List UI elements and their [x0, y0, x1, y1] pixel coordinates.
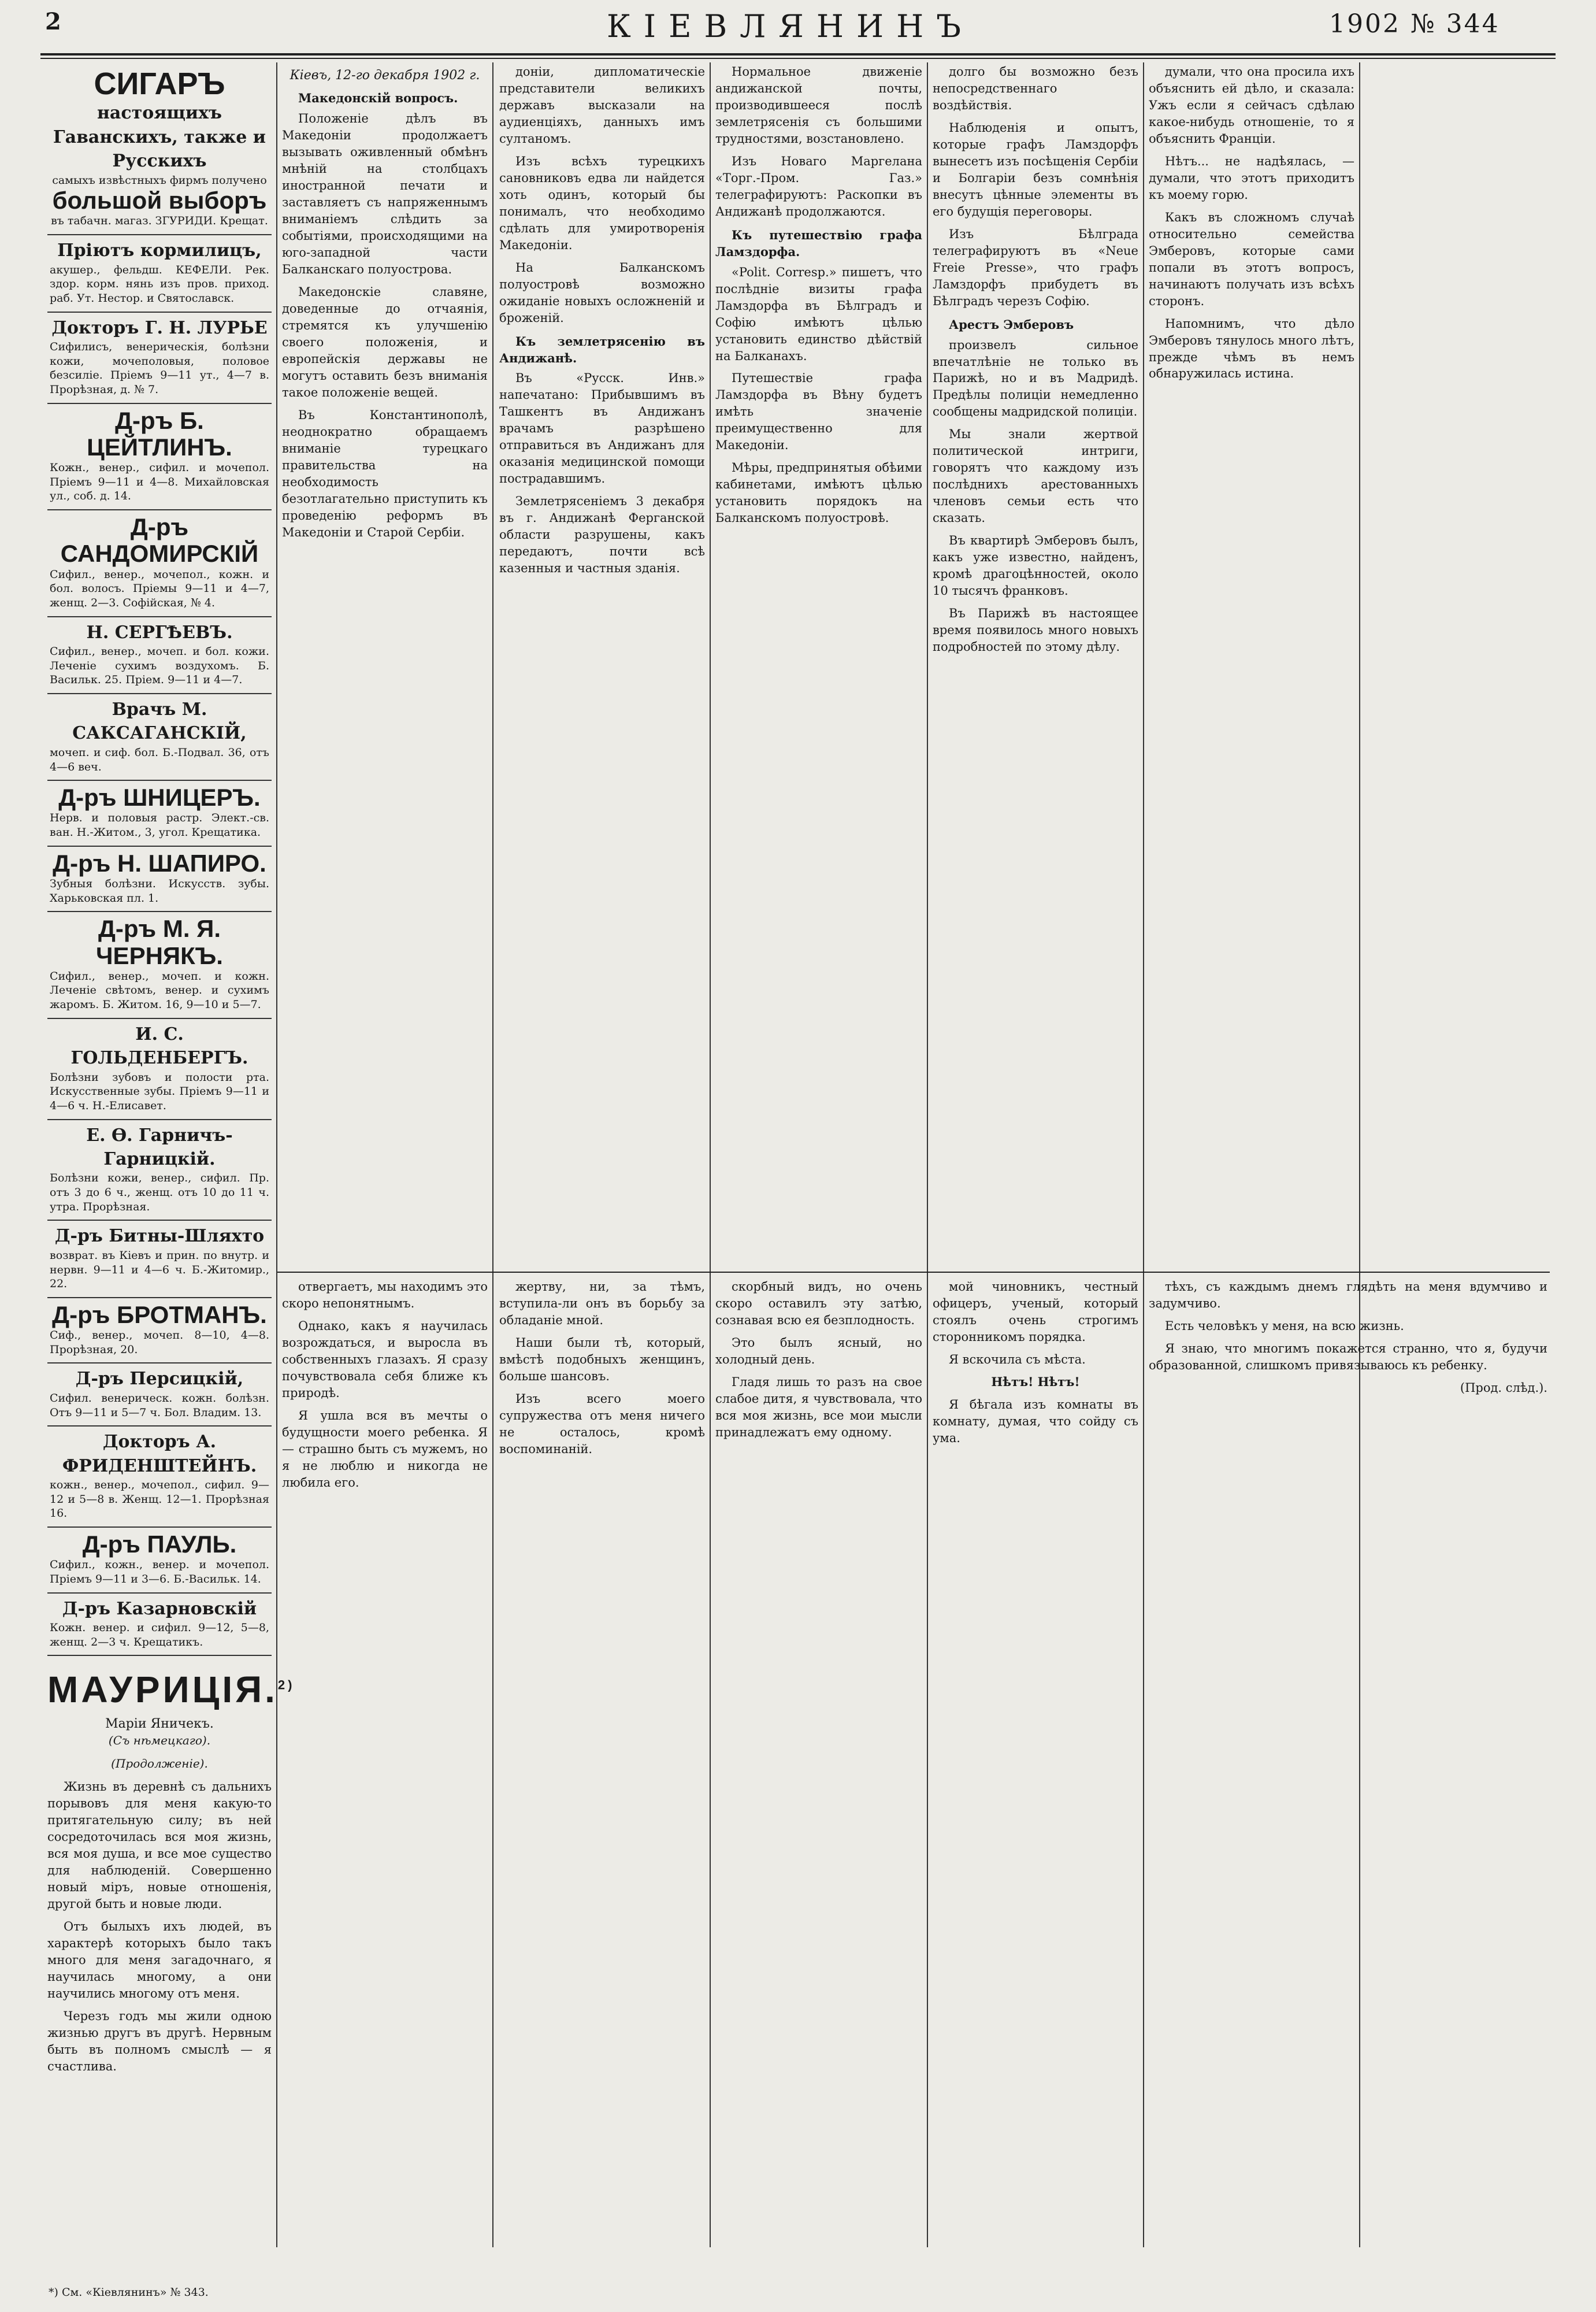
- paragraph: жертву, ни, за тѣмъ, вступила-ли онъ въ борьбу за обладаніе мной.: [499, 1280, 705, 1327]
- cigar-ad-title: СИГАРЪ: [94, 66, 225, 101]
- paragraph: Нормальное движеніе андижанской почты, производившееся послѣ землетрясенія съ большими трудностями, возстановлено.: [715, 65, 922, 146]
- doctor-ad: [47, 1298, 272, 1364]
- doctor-ad: [47, 912, 272, 1018]
- paragraph: думали, что она просила ихъ объяснить ей дѣло, и сказала: Ужъ если я сейчасъ сдѣлаю какое-нибудь отношеніе, то я объяснить Франціи.: [1149, 65, 1354, 146]
- paragraph: Положеніе дѣлъ въ Македоніи продолжаетъ вызывать оживленный обмѣнъ мнѣній на столбцахъ иностранной печати и заставляетъ съ напряженнымъ вниманіемъ слѣдить за событіями, происходящими на юго-западной части Балканскаго полуострова.: [282, 112, 488, 277]
- ad-title: Д-ръ Б. ЦЕЙТЛИНЪ.: [87, 406, 232, 461]
- cigar-ad-address: въ табачн. магаз. ЗГУРИДИ. Крещат.: [51, 214, 268, 228]
- article-column: [1365, 64, 1550, 1266]
- feuilleton-title-text: МАУРИЦІЯ.: [47, 1669, 278, 1711]
- ad-text: Зубныя болѣзни. Искусств. зубы. Харьковская пл. 1.: [50, 877, 269, 905]
- feuilleton-column: [933, 1279, 1138, 2273]
- column-divider: [710, 62, 711, 2247]
- article-column: [282, 64, 488, 1266]
- paragraph: Какъ въ сложномъ случаѣ относительно семейства Эмберовъ, которые сами попали въ этотъ вопросъ, начинаютъ получать изъ всѣхъ сторонъ.: [1149, 210, 1354, 308]
- doctor-ad: [47, 510, 272, 617]
- paragraph: Однако, какъ я научилась возрождаться, и выросла въ собственныхъ глазахъ. Я сразу почувствовала себя ближе къ природѣ.: [282, 1318, 488, 1400]
- paragraph: отвергаетъ, мы находимъ это скоро непонятнымъ.: [282, 1280, 488, 1310]
- feuilleton-divider: [277, 1272, 1550, 1273]
- doctor-ad: [47, 1120, 272, 1221]
- paragraph: Есть человѣкъ у меня, на всю жизнь.: [1165, 1318, 1404, 1333]
- ad-title: Д-ръ ПАУЛЬ.: [82, 1531, 237, 1558]
- doctor-ad: [47, 1019, 272, 1120]
- feuilleton-continuation: (Продолженіе).: [111, 1756, 208, 1770]
- ad-text: Сифилисъ, венерическія, болѣзни кожи, мочеполовыя, половое безсиліе. Пріемъ 9—11 ут., 4—7 в. Прорѣзная, д. № 7.: [50, 340, 269, 397]
- paragraph: Наблюденія и опытъ, которые графъ Ламздорфъ вынесетъ изъ посѣщенія Сербіи и Болгаріи безъ сомнѣнія внесутъ цѣнные элементы въ его будущія переговоры.: [933, 120, 1138, 218]
- column-divider: [1143, 62, 1144, 2247]
- paragraph: Землетрясеніемъ 3 декабря въ г. Андижанѣ Ферганской области разрушены, какъ передаютъ, почти всѣ казенныя и частныя зданія.: [499, 494, 705, 576]
- doctor-ad: [47, 694, 272, 781]
- masthead: [0, 0, 1596, 58]
- ad-text: Нерв. и половыя растр. Элект.-св. ван. Н.-Житом., 3, угол. Крещатика.: [50, 812, 269, 839]
- ad-text: Болѣзни зубовъ и полости рта. Искусственные зубы. Пріемъ 9—11 и 4—6 ч. Н.-Елисавет.: [50, 1070, 269, 1112]
- paragraph: Въ Парижѣ въ настоящее время появилось много новыхъ подробностей по этому дѣлу.: [933, 606, 1138, 654]
- ad-text: возврат. въ Кіевъ и прин. по внутр. и нервн. 9—11 и 4—6 ч. Б.-Житомир., 22.: [50, 1248, 269, 1291]
- cigar-ad-line: самыхъ извѣстныхъ фирмъ получено: [52, 173, 267, 187]
- article-column: [715, 64, 922, 1266]
- doctor-ad: [47, 1221, 272, 1298]
- paragraph: Это былъ ясный, но холодный день.: [715, 1335, 922, 1366]
- paragraph: произвелъ сильное впечатлѣніе не только въ Парижѣ, но и въ Мадридѣ. Предѣлы полиціи немедленно сообщены мадридской полиціи.: [933, 338, 1138, 419]
- masthead-rule-thin: [40, 58, 1556, 59]
- feuilleton-column: [1149, 1279, 1547, 2273]
- paragraph: Гладя лишь то разъ на свое слабое дитя, я чувствовала, что вся моя жизнь, все мои мысли принадлежатъ ему одному.: [715, 1374, 922, 1439]
- paragraph: Въ Константинополѣ, неоднократно обращаемъ вниманіе турецкаго правительства на необходимость безотлагательно приступить къ проведенію реформъ въ Македоніи и Старой Сербіи.: [282, 407, 488, 539]
- doctor-ad: [47, 847, 272, 913]
- article-heading: Къ путешествію графа Ламздорфа.: [715, 227, 922, 259]
- newspaper-title: КІЕВЛЯНИНЪ: [607, 8, 974, 45]
- article-column: [499, 64, 705, 1266]
- cigar-ad: [47, 64, 272, 235]
- ad-text: Кожн. венер. и сифил. 9—12, 5—8, женщ. 2—3 ч. Крещатикъ.: [50, 1621, 269, 1648]
- doctor-ad: [47, 404, 272, 510]
- paragraph: скорбный видъ, но очень скоро оставилъ эту затѣю, сознавая всю ея безплодность.: [715, 1280, 922, 1327]
- paragraph: Въ «Русск. Инв.» напечатано: Прибывшимъ въ Ташкентъ въ Андижанъ врачамъ разрѣшено отправиться въ Андижанъ для оказанія медицинской помощи пострадавшимъ.: [499, 371, 705, 486]
- ad-text: Сифил., венер., мочеп. и бол. кожи. Леченіе сухимъ воздухомъ. Б. Васильк. 25. Пріем. 9—11 и 4—7.: [50, 644, 269, 687]
- ad-text: мочеп. и сиф. бол. Б.-Подвал. 36, отъ 4—6 веч.: [50, 746, 269, 773]
- paragraph: Я знаю, что многимъ покажется странно, что я, будучи образованной, слишкомъ привязываюсь къ ребенку.: [1149, 1341, 1547, 1372]
- paragraph: Македонскіе славяне, доведенные до отчаянія, стремятся къ улучшенію своего положенія, и европейскія державы не могутъ оставить безъ вниманія такое положеніе вещей.: [282, 285, 488, 399]
- paragraph: Я вскочила съ мѣста.: [949, 1352, 1086, 1366]
- masthead-rule: [40, 53, 1556, 55]
- nursing-ad: [47, 235, 272, 312]
- page-number: 2: [45, 8, 61, 35]
- ad-title: Д-ръ ШНИЦЕРЪ.: [58, 784, 261, 812]
- paragraph: Напомнимъ, что дѣло Эмберовъ тянулось много лѣтъ, прежде чѣмъ въ немъ обнаружилась истина.: [1149, 316, 1354, 381]
- paragraph: Мы знали жертвой политической интриги, говорятъ что каждому изъ послѣднихъ арестованныхъ членовъ семьи есть что сказать.: [933, 427, 1138, 525]
- ad-text: Сифил., венер., мочепол., кожн. и бол. волосъ. Пріемы 9—11 и 4—7, женщ. 2—3. Софійская, № 4.: [50, 568, 269, 609]
- doctor-ad: [47, 1528, 272, 1594]
- paragraph: мой чиновникъ, честный офицеръ, ученый, который стоялъ очень строгимъ сторонникомъ порядка.: [933, 1280, 1138, 1344]
- ad-text: Сифил., венер., мочеп. и кожн. Леченіе свѣтомъ, венер. и сухимъ жаромъ. Б. Житом. 16, 9—10 и 5—7.: [50, 969, 269, 1011]
- column-divider: [492, 62, 493, 2247]
- ad-text: Сиф., венер., мочеп. 8—10, 4—8. Прорѣзная, 20.: [50, 1329, 269, 1356]
- cigar-ad-highlight: большой выборъ: [52, 187, 267, 214]
- ad-text: кожн., венер., мочепол., сифил. 9—12 и 5—8 в. Женщ. 12—1. Прорѣзная 16.: [50, 1479, 269, 1520]
- to-be-continued: (Прод. слѣд.).: [1460, 1380, 1547, 1395]
- ad-title: Пріютъ кормилицъ,: [57, 240, 262, 261]
- ad-title: Д-ръ М. Я. ЧЕРНЯКЪ.: [96, 915, 223, 969]
- doctor-ad: [47, 313, 272, 404]
- doctor-ad: [47, 781, 272, 847]
- feuilleton-column: [715, 1279, 922, 2273]
- footnote-mark: 2): [277, 1678, 295, 1693]
- column-divider: [276, 62, 277, 2247]
- issue-number: 1902 № 344: [1329, 9, 1500, 39]
- advertisements-column: [47, 64, 295, 2277]
- paragraph: Я ушла вся въ мечты о будущности моего ребенка. Я — страшно быть съ мужемъ, но я не люблю и никогда не любила его.: [282, 1408, 488, 1490]
- dateline: Кіевъ, 12-го декабря 1902 г.: [289, 68, 480, 83]
- paragraph: «Polit. Corresp.» пишетъ, что послѣдніе визиты графа Ламздорфа въ Бѣлградъ и Софію имѣютъ цѣлью установить единство дѣйствій на Балканахъ.: [715, 265, 922, 363]
- article-column: [933, 64, 1138, 1266]
- ad-title: Д-ръ Казарновскій: [62, 1598, 257, 1619]
- doctor-ad: [47, 1594, 272, 1657]
- ad-title: Д-ръ САНДОМИРСКІЙ: [60, 513, 259, 568]
- doctor-ad: [47, 1427, 272, 1528]
- article-heading: Арестъ Эмберовъ: [949, 317, 1074, 332]
- doctor-ad: [47, 1364, 272, 1427]
- paragraph: Нѣтъ! Нѣтъ!: [991, 1374, 1080, 1389]
- column-divider: [927, 62, 928, 2247]
- paragraph: долго бы возможно безъ непосредственнаго воздѣйствія.: [933, 65, 1138, 112]
- ad-text: акушер., фельдш. КЕФЕЛИ. Рек. здор. корм. нянь изъ пров. приход. раб. Ут. Нестор. и Святославск.: [50, 263, 269, 305]
- doctor-ad: [47, 617, 272, 694]
- paragraph: Нѣтъ... не надѣялась, — думали, что этотъ приходитъ къ моему горю.: [1149, 154, 1354, 202]
- article-column: [1149, 64, 1354, 1266]
- ad-title: Д-ръ БРОТМАНЪ.: [52, 1300, 267, 1328]
- feuilleton-column: [282, 1279, 488, 2273]
- paragraph: Отъ былыхъ ихъ людей, въ характерѣ которыхъ было такъ много для меня загадочнаго, я научилась многому, а они научились многому отъ меня.: [47, 1920, 272, 2000]
- paragraph: На Балканскомъ полуостровѣ возможно ожиданіе новыхъ осложненій и броженій.: [499, 260, 705, 325]
- ad-title: Докторъ А. ФРИДЕНШТЕЙНЪ.: [62, 1432, 257, 1476]
- ad-title: Н. СЕРГѢЕВЪ.: [86, 622, 233, 643]
- paragraph: Изъ всѣхъ турецкихъ сановниковъ едва ли найдется хоть одинъ, который бы понималъ, что необходимо сдѣлать для умиротворенія Македоніи.: [499, 154, 705, 252]
- ad-text: Сифил. венерическ. кожн. болѣзн. Отъ 9—11 и 5—7 ч. Бол. Владим. 13.: [50, 1391, 269, 1419]
- ad-title: Врачъ М. САКСАГАНСКІЙ,: [72, 699, 247, 744]
- feuilleton-author: Маріи Яничекъ.: [105, 1716, 214, 1731]
- feuilleton-column: [499, 1279, 705, 2273]
- paragraph: тѣхъ, съ каждымъ днемъ глядѣть на меня вдумчиво и задумчиво.: [1149, 1280, 1547, 1310]
- feuilleton-translation: (Съ нѣмецкаго).: [108, 1733, 211, 1748]
- footnote: *) См. «Кіевлянинъ» № 343.: [49, 2286, 209, 2299]
- cigar-ad-subtitle: настоящихъ Гаванскихъ, также и Русскихъ: [53, 103, 266, 172]
- ad-text: Болѣзни кожи, венер., сифил. Пр. отъ 3 до 6 ч., женщ. отъ 10 до 11 ч. утра. Прорѣзная.: [50, 1172, 269, 1213]
- ad-text: Сифил., кожн., венер. и мочепол. Пріемъ 9—11 и 3—6. Б.-Васильк. 14.: [50, 1558, 269, 1585]
- ad-title: Д-ръ Н. ШАПИРО.: [53, 849, 266, 877]
- ad-text: Кожн., венер., сифил. и мочепол. Пріемъ 9—11 и 4—8. Михайловская ул., соб. д. 14.: [50, 461, 269, 503]
- ad-title: Докторъ Г. Н. ЛУРЬЕ: [51, 317, 268, 338]
- paragraph: Черезъ годъ мы жили одною жизнью другъ въ другѣ. Нервным быть въ полномъ смыслѣ — я счастлива.: [47, 2009, 272, 2073]
- paragraph: Изъ Бѣлграда телеграфируютъ въ «Neue Freie Presse», что графъ Ламздорфъ прибудетъ въ Бѣлградъ черезъ Софію.: [933, 227, 1138, 308]
- ad-title: Е. Ѳ. Гарничъ-Гарницкій.: [86, 1125, 233, 1169]
- article-heading: Къ землетрясенію въ Андижанѣ.: [499, 334, 705, 365]
- paragraph: доніи, дипломатическіе представители великихъ державъ высказали на аудиенціяхъ, данныхъ имъ султаномъ.: [499, 65, 705, 146]
- paragraph: Жизнь въ деревнѣ съ дальнихъ порывовъ для меня какую-то притягательную силу; въ ней сосредоточилась вся моя жизнь, вся моя душа, и все мое существо для наблюденій. Совершенно новый міръ, новые отношенія, другой быть и новые люди.: [47, 1780, 272, 1911]
- article-heading: Македонскій вопросъ.: [298, 91, 458, 106]
- paragraph: Изъ всего моего супружества отъ меня ничего не осталось, кромѣ воспоминаній.: [499, 1391, 705, 1456]
- paragraph: Наши были тѣ, который, вмѣстѣ подобныхъ женщинъ, больше шансовъ.: [499, 1335, 705, 1383]
- ad-title: И. С. ГОЛЬДЕНБЕРГЪ.: [70, 1024, 248, 1069]
- feuilleton-title: [47, 1664, 295, 1715]
- ad-title: Д-ръ Персицкій,: [75, 1369, 244, 1390]
- paragraph: Я бѣгала изъ комнаты въ комнату, думая, что сойду съ ума.: [933, 1397, 1138, 1445]
- ad-title: Д-ръ Битны-Шляхто: [54, 1226, 265, 1247]
- paragraph: Путешествіе графа Ламздорфа въ Вѣну будетъ имѣть значеніе преимущественно для Македоніи.: [715, 371, 922, 453]
- paragraph: Мѣры, предпринятыя обѣими кабинетами, имѣютъ цѣлью установить порядокъ на Балканскомъ полуостровѣ.: [715, 461, 922, 525]
- paragraph: Въ квартирѣ Эмберовъ былъ, какъ уже известно, найденъ, кромѣ драгоцѣнностей, около 10 тысячъ франковъ.: [933, 533, 1138, 598]
- paragraph: Изъ Новаго Маргелана «Торг.-Пром. Газ.» телеграфируютъ: Раскопки въ Андижанѣ продолжаются.: [715, 154, 922, 218]
